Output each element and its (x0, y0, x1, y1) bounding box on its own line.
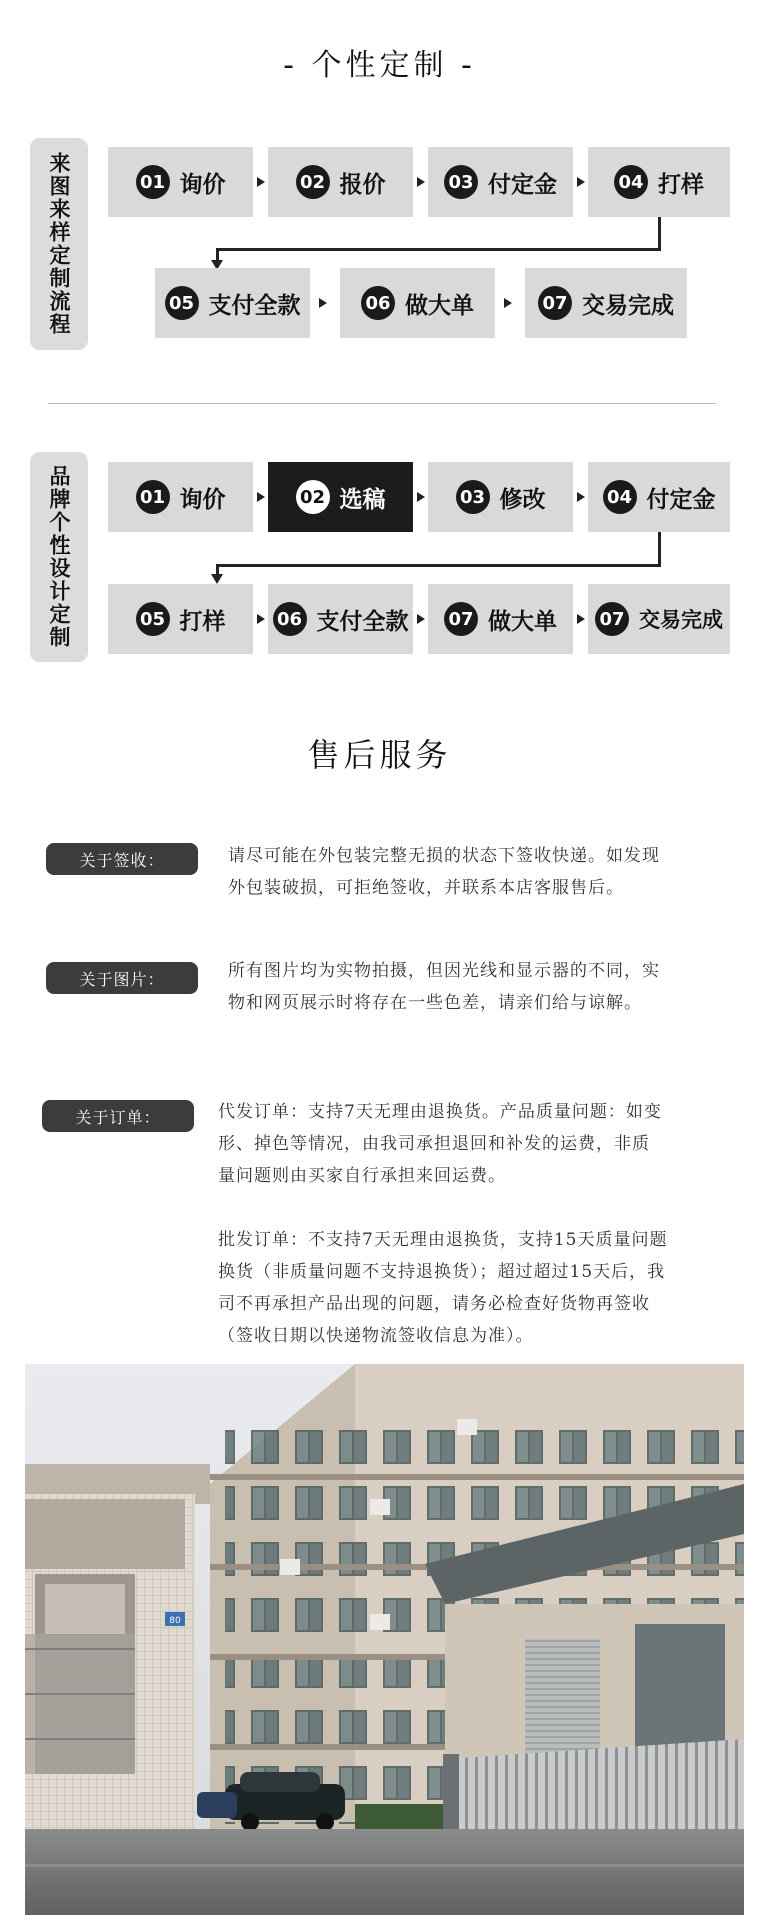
step-label: 付定金 (488, 171, 557, 198)
flow2-step-2 (268, 462, 413, 532)
connector-line (658, 217, 661, 249)
connector-line (216, 248, 661, 251)
arrow-right-icon (577, 177, 585, 187)
arrow-right-icon (504, 298, 512, 308)
arrow-down-icon (211, 574, 223, 584)
arrow-right-icon (417, 492, 425, 502)
step-label: 报价 (339, 171, 386, 198)
step-label: 询价 (179, 171, 226, 198)
photos-text: 所有图片均为实物拍摄，但因光线和显示器的不同，实 物和网页展示时将存在一些色差，请亲们给与谅解。 (228, 961, 660, 1013)
flow2-step-4 (588, 462, 730, 532)
step-number: 05 (136, 602, 170, 636)
step-label: 交易完成 (582, 292, 674, 319)
step-number: 01 (136, 165, 170, 199)
step-number: 02 (296, 165, 330, 199)
flow2-step-3 (428, 462, 573, 532)
step-label: 做大单 (405, 292, 474, 319)
step-number: 07 (444, 602, 478, 636)
plate-number: 80 (169, 1616, 181, 1626)
flow1-step-4 (588, 147, 730, 217)
label-pill-photos: 关于图片： (46, 962, 198, 994)
step-label: 询价 (179, 486, 226, 513)
step-number: 05 (165, 286, 199, 320)
receipt-text: 请尽可能在外包装完整无损的状态下签收快递。如发现 外包装破损，可拒绝签收，并联系本店客服售后。 (228, 846, 660, 898)
arrow-right-icon (577, 614, 585, 624)
step-label: 支付全款 (208, 292, 301, 319)
flow1-step-1 (108, 147, 253, 217)
step-label: 选稿 (339, 486, 386, 513)
flow2-step-7 (428, 584, 573, 654)
flow1-step-6 (340, 268, 495, 338)
arrow-right-icon (257, 492, 265, 502)
orders-text: 代发订单：支持7天无理由退换货。产品质量问题：如变 形、掉色等情况，由我司承担退回和补发的运费，非质 量问题则由买家自行承担来回运费。 (218, 1102, 662, 1186)
label-pill-orders: 关于订单： (42, 1100, 194, 1132)
step-number: 04 (614, 165, 648, 199)
step-number: 06 (273, 602, 307, 636)
step-label: 交易完成 (639, 608, 723, 632)
arrow-right-icon (257, 614, 265, 624)
flow1-step-3 (428, 147, 573, 217)
flow1-step-7 (525, 268, 687, 338)
flow1-step-2 (268, 147, 413, 217)
step-label: 打样 (179, 608, 226, 635)
step-label: 修改 (499, 486, 546, 513)
step-number: 01 (136, 480, 170, 514)
step-number: 03 (444, 165, 478, 199)
section-title-after-sales: 售后服务 (307, 736, 452, 774)
arrow-right-icon (417, 177, 425, 187)
flow-label-brand: 品牌个性设计定制 (30, 452, 88, 662)
step-number: 02 (296, 480, 330, 514)
step-label: 付定金 (646, 486, 716, 513)
factory-building-image (25, 1364, 744, 1915)
connector-line (658, 532, 661, 565)
step-label: 做大单 (488, 608, 557, 635)
wholesale-text: 批发订单：不支持7天无理由退换货，支持15天质量问题 换货（非质量问题不支持退换货）；超过超过15天后，我 司不再承担产品出现的问题，请务必检查好货物再签收 （签收日期以快递物流签收信息为准）。 (218, 1230, 668, 1346)
step-number: 06 (361, 286, 395, 320)
step-label: 支付全款 (316, 608, 409, 635)
step-number: 04 (603, 480, 637, 514)
connector-line (216, 564, 661, 567)
arrow-right-icon (319, 298, 327, 308)
flow2-step-1 (108, 462, 253, 532)
section-divider (48, 403, 716, 404)
step-number: 03 (456, 480, 490, 514)
flow1-step-5 (155, 268, 310, 338)
arrow-right-icon (257, 177, 265, 187)
flow2-step-5 (108, 584, 253, 654)
label-pill-receipt: 关于签收： (46, 843, 198, 875)
step-label: 打样 (658, 171, 704, 198)
factory-photo (25, 1364, 744, 1915)
arrow-right-icon (417, 614, 425, 624)
section-title-custom: - 个性定制 - (283, 48, 476, 83)
arrow-right-icon (577, 492, 585, 502)
step-number: 07 (538, 286, 572, 320)
flow-label-sample: 来图来样定制流程 (30, 138, 88, 350)
step-number: 07 (595, 602, 629, 636)
flow2-step-8 (588, 584, 730, 654)
flow2-step-6 (268, 584, 413, 654)
